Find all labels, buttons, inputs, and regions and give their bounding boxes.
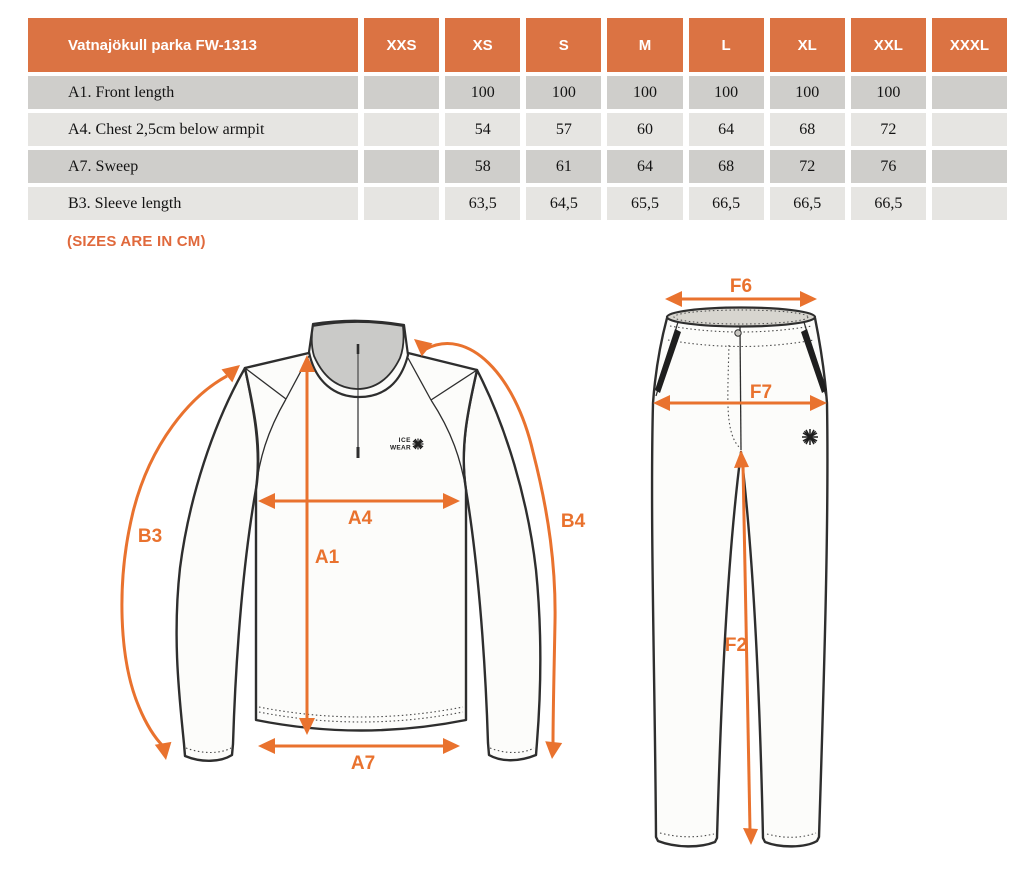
row-label-sweep: A7. Sweep <box>28 150 358 183</box>
table-cell <box>364 150 439 183</box>
table-header-l: L <box>689 18 764 72</box>
row-label-chest: A4. Chest 2,5cm below armpit <box>28 113 358 146</box>
measurement-label-a1: A1 <box>314 547 340 568</box>
table-header-xxs: XXS <box>364 18 439 72</box>
pants-diagram <box>652 276 827 846</box>
brand-logo-line2: WEAR <box>389 444 411 452</box>
table-cell <box>932 76 1007 109</box>
table-cell <box>932 113 1007 146</box>
table-cell <box>364 187 439 220</box>
pants-body <box>652 318 827 846</box>
table-header-xxxl: XXXL <box>932 18 1007 72</box>
table-cell: 64 <box>689 113 764 146</box>
table-cell: 100 <box>526 76 601 109</box>
measurement-label-b4: B4 <box>560 511 586 532</box>
table-cell: 54 <box>445 113 520 146</box>
table-cell: 58 <box>445 150 520 183</box>
table-cell: 60 <box>607 113 682 146</box>
table-cell: 100 <box>770 76 845 109</box>
waist-button <box>735 330 741 336</box>
table-cell: 57 <box>526 113 601 146</box>
table-cell: 68 <box>770 113 845 146</box>
table-cell: 66,5 <box>689 187 764 220</box>
measurement-diagrams <box>0 260 1029 884</box>
jacket-body <box>245 352 477 731</box>
table-cell <box>932 150 1007 183</box>
measurement-label-f7: F7 <box>749 382 773 403</box>
table-cell: 100 <box>607 76 682 109</box>
measurement-label-a7: A7 <box>350 753 376 774</box>
table-header-xs: XS <box>445 18 520 72</box>
table-cell <box>364 76 439 109</box>
table-cell: 61 <box>526 150 601 183</box>
table-cell <box>364 113 439 146</box>
table-cell: 66,5 <box>851 187 926 220</box>
snowflake-icon <box>802 429 818 445</box>
table-cell: 68 <box>689 150 764 183</box>
table-cell: 63,5 <box>445 187 520 220</box>
table-cell: 64 <box>607 150 682 183</box>
size-table <box>28 18 1007 220</box>
table-cell: 66,5 <box>770 187 845 220</box>
measurement-label-f2: F2 <box>724 635 748 656</box>
table-header-xl: XL <box>770 18 845 72</box>
table-cell: 72 <box>851 113 926 146</box>
table-header-m: M <box>607 18 682 72</box>
table-header-s: S <box>526 18 601 72</box>
table-header-product: Vatnajökull parka FW-1313 <box>28 18 358 72</box>
brand-logo-line1: ICE <box>398 437 411 444</box>
table-cell: 100 <box>851 76 926 109</box>
table-cell: 64,5 <box>526 187 601 220</box>
jacket-left-sleeve <box>177 368 258 761</box>
table-header-xxl: XXL <box>851 18 926 72</box>
sizes-note: (SIZES ARE IN CM) <box>67 233 206 250</box>
measurement-arrow-a7 <box>258 738 460 754</box>
measurement-label-b3: B3 <box>137 526 163 547</box>
measurement-label-f6: F6 <box>729 276 753 297</box>
snowflake-icon <box>413 439 424 450</box>
waist-opening <box>667 308 815 327</box>
jacket-diagram <box>122 321 586 774</box>
table-cell: 65,5 <box>607 187 682 220</box>
table-cell: 76 <box>851 150 926 183</box>
table-cell: 72 <box>770 150 845 183</box>
table-cell: 100 <box>689 76 764 109</box>
table-cell <box>932 187 1007 220</box>
table-cell: 100 <box>445 76 520 109</box>
row-label-sleeve-length: B3. Sleeve length <box>28 187 358 220</box>
measurement-label-a4: A4 <box>347 508 373 529</box>
row-label-front-length: A1. Front length <box>28 76 358 109</box>
jacket-right-sleeve <box>464 370 541 760</box>
